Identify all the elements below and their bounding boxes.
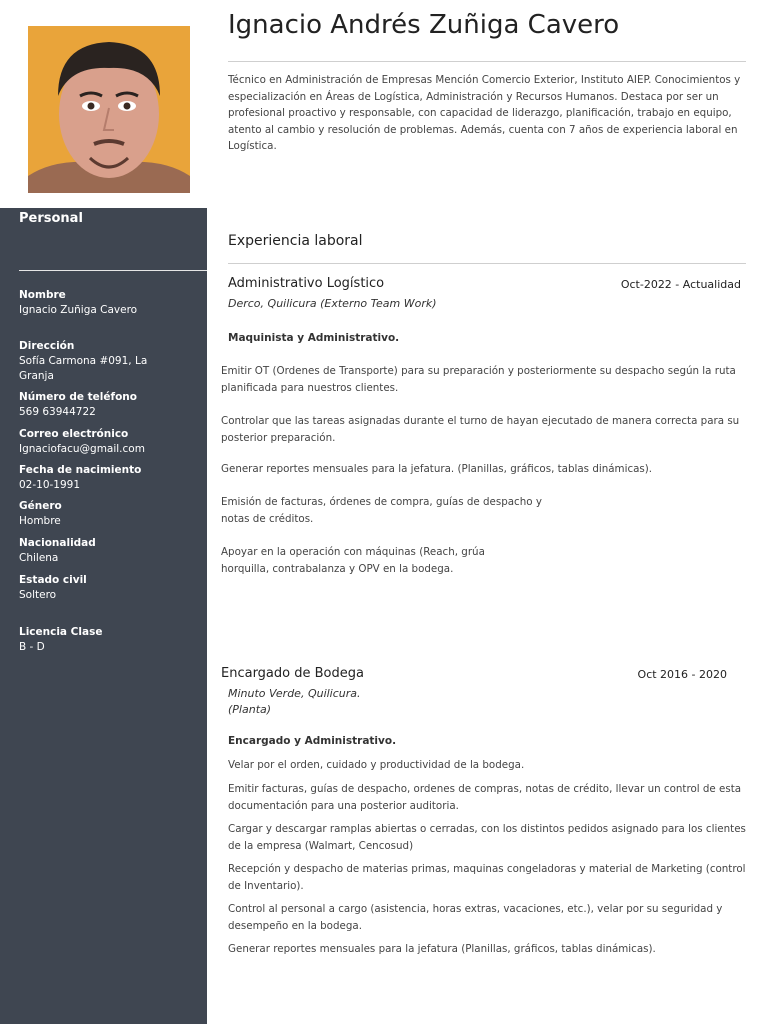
field-fecha-nacimiento [19,463,199,493]
field-value: Sofía Carmona #091, La Granja [19,355,148,382]
field-value: Soltero [19,589,57,601]
field-licencia [19,625,199,655]
job-date: Oct-2022 - Actualidad [620,278,741,291]
field-nombre [19,288,199,318]
field-value: 569 63944722 [19,406,96,418]
job-task: Emitir OT (Ordenes de Transporte) para su preparación y posteriormente su despacho según la ruta planificada para nuestros clientes. [221,365,736,394]
field-label: Número de teléfono [19,391,137,403]
job-title: Encargado de Bodega [221,666,364,681]
field-label: Género [19,500,62,512]
job-task: Emisión de facturas, órdenes de compra, guías de despacho y notas de créditos. [221,496,542,525]
field-label: Nacionalidad [19,537,96,549]
field-correo [19,427,199,457]
field-label: Estado civil [19,574,87,586]
job-task: Apoyar en la operación con máquinas (Reach, grúa horquilla, contrabalanza y OPV en la bodega. [221,546,485,575]
field-value: 02-10-1991 [19,479,81,491]
job-date: Oct 2016 - 2020 [637,668,727,681]
field-label: Fecha de nacimiento [19,464,142,476]
job-task: Generar reportes mensuales para la jefatura (Planillas, gráficos, tablas dinámicas). [228,943,656,955]
profile-photo [28,26,190,193]
field-estado-civil [19,573,199,603]
field-label: Correo electrónico [19,428,129,440]
field-genero [19,499,199,529]
job-task: Generar reportes mensuales para la jefatura. (Planillas, gráficos, tablas dinámicas). [221,463,653,475]
job-task: Controlar que las tareas asignadas durante el turno de hayan ejecutado de manera correcta para su posterior preparación. [221,415,740,444]
field-direccion [19,339,159,384]
job-task: Velar por el orden, cuidado y productividad de la bodega. [228,759,525,771]
field-telefono [19,390,199,420]
personal-sidebar [0,208,207,1024]
experience-divider [228,263,746,264]
job-task: Cargar y descargar ramplas abiertas o cerradas, con los distintos pedidos asignado para los clientes de la empresa (Walmart, Cencosud) [228,823,746,852]
job-title: Administrativo Logístico [228,276,385,291]
field-value: Hombre [19,515,61,527]
experience-heading: Experiencia laboral [228,233,363,249]
field-label: Nombre [19,289,66,301]
field-value: Ignacio Zuñiga Cavero [19,304,138,316]
job-company: Derco, Quilicura (Externo Team Work) [228,297,437,310]
job-company-note: (Planta) [228,703,272,716]
candidate-name: Ignacio Andrés Zuñiga Cavero [228,10,620,40]
job-role: Encargado y Administrativo. [228,735,397,747]
profile-summary: Técnico en Administración de Empresas Mención Comercio Exterior, Instituto AIEP. Conocimientos y especialización en Áreas de Logística, Administración y Recursos Humanos. Destaca por ser un profesional proactivo y responsable, con capacidad de liderazgo, planificación, trabajo en equipo, atento al cambio y resolución de problemas. Además, cuenta con 7 años de experiencia laboral en Logística. [228,74,741,152]
personal-divider [19,270,207,271]
job-company: Minuto Verde, Quilicura. [228,687,361,700]
name-divider [228,61,746,62]
field-value: B - D [19,641,45,653]
field-value: Chilena [19,552,59,564]
field-value: Ignaciofacu@gmail.com [19,443,145,455]
personal-heading: Personal [19,211,83,226]
field-label: Dirección [19,340,75,352]
job-task: Recepción y despacho de materias primas, maquinas congeladoras y material de Marketing (control de Inventario). [228,863,746,892]
job-task: Emitir facturas, guías de despacho, ordenes de compras, notas de crédito, llevar un control de esta documentación para una posterior auditoria. [228,783,742,812]
job-task: Control al personal a cargo (asistencia, horas extras, vacaciones, etc.), velar por su seguridad y desempeño en la bodega. [228,903,723,932]
job-role: Maquinista y Administrativo. [228,332,400,344]
field-label: Licencia Clase [19,626,103,638]
field-nacionalidad [19,536,199,566]
